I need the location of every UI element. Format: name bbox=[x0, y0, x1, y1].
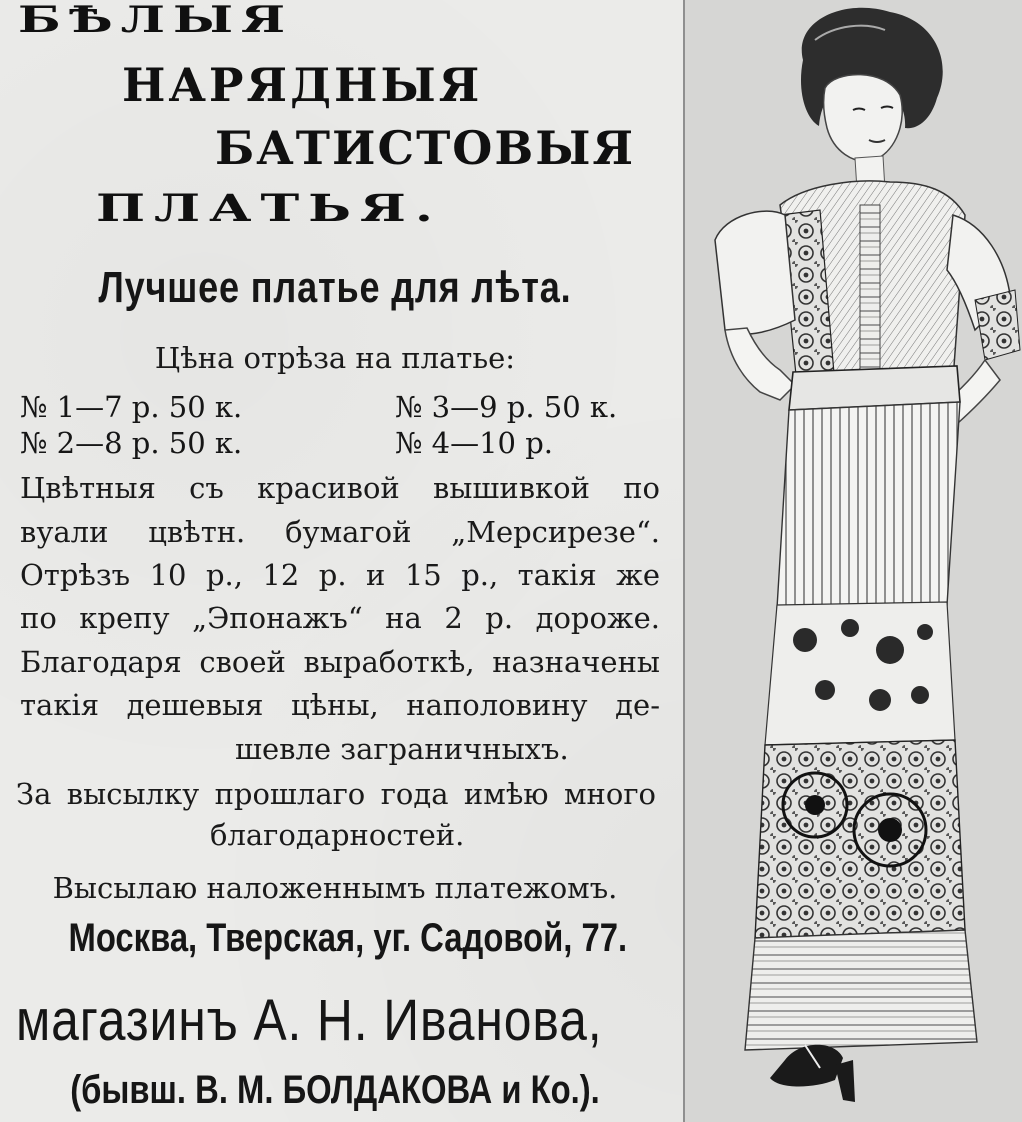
woman-in-dress-drawing bbox=[685, 0, 1022, 1122]
price-item: № 2—8 р. 50 к. bbox=[20, 426, 243, 460]
thanks-line: благодарностей. bbox=[210, 818, 465, 852]
body-line: Цвѣтныя съ красивой вышивкой по bbox=[20, 471, 660, 505]
title-line-1: БѢЛЫЯ bbox=[18, 0, 294, 41]
title-line-2: НАРЯДНЫЯ bbox=[122, 58, 483, 112]
shop-name: магазинъ А. Н. Иванова, bbox=[16, 988, 603, 1053]
title-line-4: ПЛАТЬЯ. bbox=[96, 186, 443, 231]
address: Москва, Тверская, уг. Садовой, 77. bbox=[68, 916, 628, 960]
advertisement-text bbox=[10, 0, 660, 1122]
body-line: Благодаря своей выработкѣ, назначены bbox=[20, 645, 660, 679]
thanks-line: За высылку прошлаго года имѣю много bbox=[16, 777, 656, 811]
body-line: Отрѣзъ 10 р., 12 р. и 15 р., такія же bbox=[20, 558, 660, 592]
price-item: № 1—7 р. 50 к. bbox=[20, 390, 243, 424]
price-heading: Цѣна отрѣза на платье: bbox=[154, 341, 516, 375]
body-line: такія дешевыя цѣны, наполовину де- bbox=[20, 688, 660, 722]
slogan: Лучшее платье для лѣта. bbox=[98, 263, 572, 312]
price-item: № 4—10 р. bbox=[395, 426, 554, 460]
body-line: по крепу „Эпонажъ“ на 2 р. дороже. bbox=[20, 601, 660, 635]
title-line-3: БАТИСТОВЫЯ bbox=[215, 121, 636, 175]
former-owner: (бывш. В. М. БОЛДАКОВА и Ко.). bbox=[70, 1068, 600, 1112]
price-item: № 3—9 р. 50 к. bbox=[395, 390, 618, 424]
body-line: вуали цвѣтн. бумагой „Мерсирезе“. bbox=[20, 515, 660, 549]
cod-line: Высылаю наложеннымъ платежомъ. bbox=[52, 871, 618, 905]
body-line: шевле заграничныхъ. bbox=[235, 732, 569, 766]
dress-illustration bbox=[683, 0, 1022, 1122]
